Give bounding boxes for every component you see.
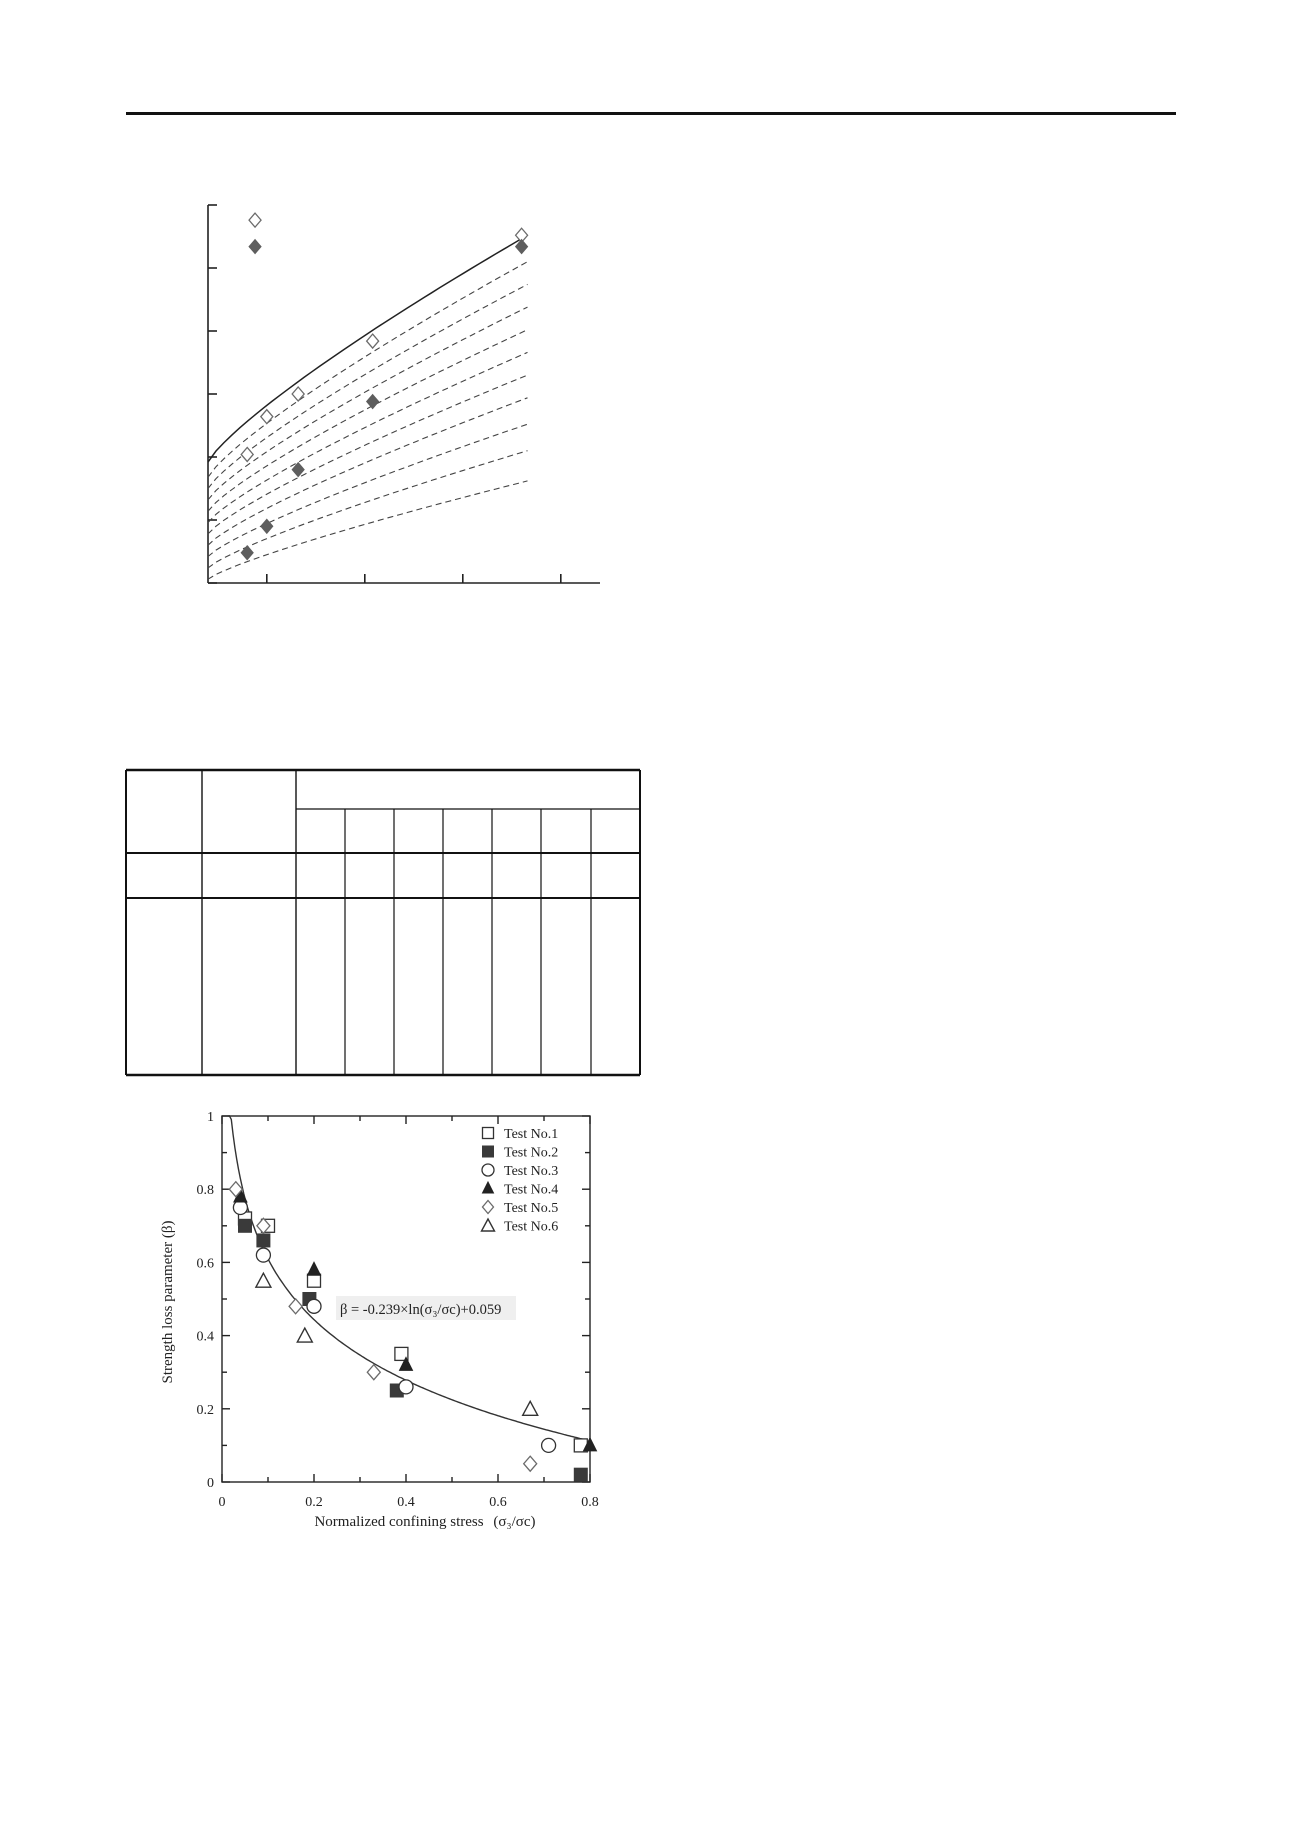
y-tick-label: 0.6 [196,1256,214,1272]
data-point [399,1380,413,1394]
legend [482,1127,559,1235]
x-axis-label-text: Normalized confining stress [314,1514,484,1530]
dashed-curve [208,330,528,512]
y-axis-label: Strength loss parameter (β) [160,1220,176,1384]
dashed-curve [208,375,528,534]
data-point [241,546,253,560]
data-point [256,1273,271,1287]
data-point [297,1328,312,1342]
data-point [367,1365,380,1380]
x-tick-label: 0.2 [305,1495,323,1510]
figure-1-curves [208,235,528,579]
empty-table [126,770,640,1075]
data-point [367,334,379,348]
data-point [239,1219,252,1232]
data-point [261,410,273,424]
data-point [256,1248,270,1262]
x-tick-label: 0.8 [581,1495,599,1510]
data-point [249,213,261,227]
y-tick-label: 0.2 [196,1402,214,1418]
dashed-curve [208,352,528,522]
legend-label: Test No.4 [504,1182,559,1198]
dashed-curve [208,451,528,568]
x-tick-label: 0.6 [489,1495,507,1510]
data-point [542,1438,556,1452]
data-point [249,240,261,254]
legend-label: Test No.1 [504,1127,559,1142]
legend-marker [483,1201,494,1214]
data-point [367,395,379,409]
data-point [292,387,304,401]
legend-label: Test No.5 [504,1201,559,1216]
dashed-curve [208,481,528,579]
data-point [241,447,253,461]
legend-label: Test No.6 [504,1219,559,1235]
x-tick-label: 0.4 [397,1495,415,1510]
y-tick-label: 0.4 [196,1329,214,1345]
data-point [308,1262,321,1275]
data-point [307,1299,321,1313]
dashed-curve [208,284,528,488]
legend-marker [482,1164,494,1176]
data-point [524,1456,537,1471]
figure-1-plot [208,205,600,583]
data-point [289,1299,302,1314]
x-tick-label: 0 [218,1495,226,1510]
data-point [523,1401,538,1415]
data-point [574,1468,587,1481]
legend-marker [482,1219,495,1231]
y-tick-label: 0.8 [196,1183,214,1199]
data-point [257,1234,270,1247]
legend-marker [483,1128,494,1139]
legend-label: Test No.3 [504,1164,559,1179]
dashed-curve [208,398,528,545]
legend-marker [483,1146,494,1157]
equation-label: β = -0.239×ln(σ₃/σc)+0.059 [340,1302,502,1318]
x-axis-label-math: (σ₃/σc) [493,1514,536,1530]
x-axis-label [314,1514,535,1530]
data-point [308,1274,321,1287]
legend-label: Test No.2 [504,1145,559,1161]
figure-2-plot [160,1110,599,1530]
y-tick-label: 1 [207,1110,214,1125]
legend-marker [483,1182,494,1193]
y-tick-label: 0 [207,1476,214,1491]
figure-1-points [241,213,527,560]
fitted-curve [208,235,528,462]
data-point [233,1201,247,1215]
